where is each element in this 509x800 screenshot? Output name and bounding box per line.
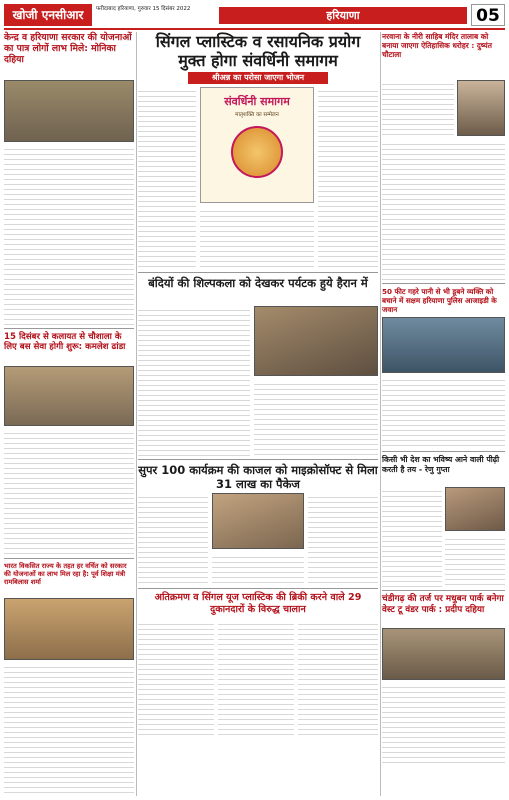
- banner-title: संवर्धिनी समागम: [224, 95, 290, 108]
- masthead: [4, 4, 505, 26]
- article-separator: [138, 588, 378, 589]
- headline-left-2: 15 दिसंबर से कलायत से चौशाला के लिए बस सेवा होगी शुरू: कमलेश ढांडा: [4, 332, 126, 352]
- article-separator: [138, 272, 378, 273]
- article-body-left-2: [4, 429, 134, 555]
- banner-subtitle: मातृशक्ति का सम्मेलन: [235, 112, 279, 118]
- lead-headline-line-2: मुक्त होगा संवर्धिनी समागम: [178, 51, 338, 70]
- lead-strapline: श्रीअन्न का परोसा जाएगा भोजन: [188, 72, 328, 84]
- encroachment-body-3: [298, 620, 378, 738]
- park-body: [382, 683, 505, 763]
- super100-story-block: [138, 493, 378, 585]
- minister-photo: [4, 598, 134, 660]
- encroachment-story-block: [138, 620, 378, 738]
- headline-center-4: अतिक्रमण व सिंगल यूज प्लास्टिक की ब्रिकी करने वाले 29 दुकानदारों के विरुद्ध चालान: [154, 592, 362, 615]
- paper-name: खोजी एनसीआर: [4, 4, 92, 26]
- headline-right-4: चंडीगढ़ की तर्ज पर मधुबन पार्क बनेगा वेस्ट टू वंडर पार्क : प्रदीप दहिया: [382, 594, 504, 615]
- dateline: [96, 4, 216, 26]
- narwana-body: [382, 140, 505, 280]
- article-separator: [382, 283, 505, 284]
- headline-left-3: भारत विकसित राज्य के तहत हर वर्चित को सरकार की योजनाओं का लाभ मिल रहा है: पूर्व शिक्षा मंत्री रामबिलास शर्मा: [4, 562, 127, 586]
- headline-left-1: केन्द्र व हरियाणा सरकार की योजनाओं का पात्र लोगों लाभ मिले: मोनिका दहिया: [4, 32, 132, 65]
- craft-body-left: [138, 306, 250, 456]
- deputy-cm-portrait: [457, 80, 505, 136]
- event-photo: [445, 487, 505, 531]
- craft-body-right: [254, 380, 378, 456]
- park-meeting-photo: [382, 628, 505, 680]
- lead-headline-line-1: सिंगल प्लास्टिक व रसायनिक प्रयोग: [155, 32, 361, 51]
- super100-body-mid: [212, 553, 304, 585]
- encroachment-body-2: [218, 620, 294, 738]
- renu-story-block: [382, 487, 505, 587]
- center-column: [138, 32, 378, 738]
- article-separator: [138, 459, 378, 460]
- headline-center-3: सुपर 100 कार्यक्रम की काजल को माइक्रोसॉफ्ट से मिला 31 लाख का पैकेज: [138, 463, 378, 491]
- police-rescue-photo: [382, 317, 505, 373]
- headline-right-1: नरवाना के नीरी साहिब मंदिर तालाब को बनाया जाएगा ऐतिहासिक धरोहर : दुष्यंत चौटाला: [382, 32, 492, 59]
- article-separator: [382, 590, 505, 591]
- dateline-text: फरीदाबाद हरियाणा, गुरुवार 15 दिसंबर 2022: [96, 6, 191, 12]
- encroachment-body-1: [138, 620, 214, 738]
- article-separator: [4, 328, 134, 329]
- renu-body-right: [445, 535, 505, 587]
- narwana-body-top: [382, 80, 454, 136]
- lead-body-col-1: [138, 87, 196, 269]
- craft-story-block: [138, 306, 378, 456]
- samagam-banner: [200, 87, 314, 203]
- banner-emblem-icon: [231, 126, 283, 178]
- article-separator: [382, 451, 505, 452]
- student-photo: [212, 493, 304, 549]
- article-body-left-1: [4, 145, 134, 325]
- craft-photo: [254, 306, 378, 376]
- header-rule: [4, 28, 505, 30]
- column-divider: [136, 32, 137, 796]
- lead-body-col-3: [318, 87, 378, 269]
- article-separator: [4, 558, 134, 559]
- lead-body-col-2: [200, 207, 314, 269]
- headline-right-2: 50 फीट गहरे पानी से भी डूबने व्यक्ति को बचाने में सक्षम हरियाणा पुलिस आजाइडी के जवान: [382, 287, 497, 314]
- article-body-left-3: [4, 663, 134, 793]
- right-column: [382, 32, 505, 763]
- narwana-story-block: [382, 80, 505, 280]
- super100-body-left: [138, 493, 208, 585]
- left-column: [4, 32, 134, 793]
- headline-right-3: किसी भी देश का भविष्य आने वाली पीढ़ी करती है तय - रेणु गुप्ता: [382, 455, 500, 474]
- bus-service-photo: [4, 366, 134, 426]
- renu-body-left: [382, 487, 442, 587]
- super100-body-right: [308, 493, 378, 585]
- meeting-photo: [4, 80, 134, 142]
- section-band: हरियाणा: [219, 7, 467, 24]
- page-number: 05: [471, 4, 505, 26]
- lead-story-block: [138, 87, 378, 269]
- headline-center-2: बंदियों की शिल्पकला को देखकर पर्यटक हुये हैरान में: [148, 276, 368, 290]
- column-divider: [380, 32, 381, 796]
- police-body: [382, 376, 505, 448]
